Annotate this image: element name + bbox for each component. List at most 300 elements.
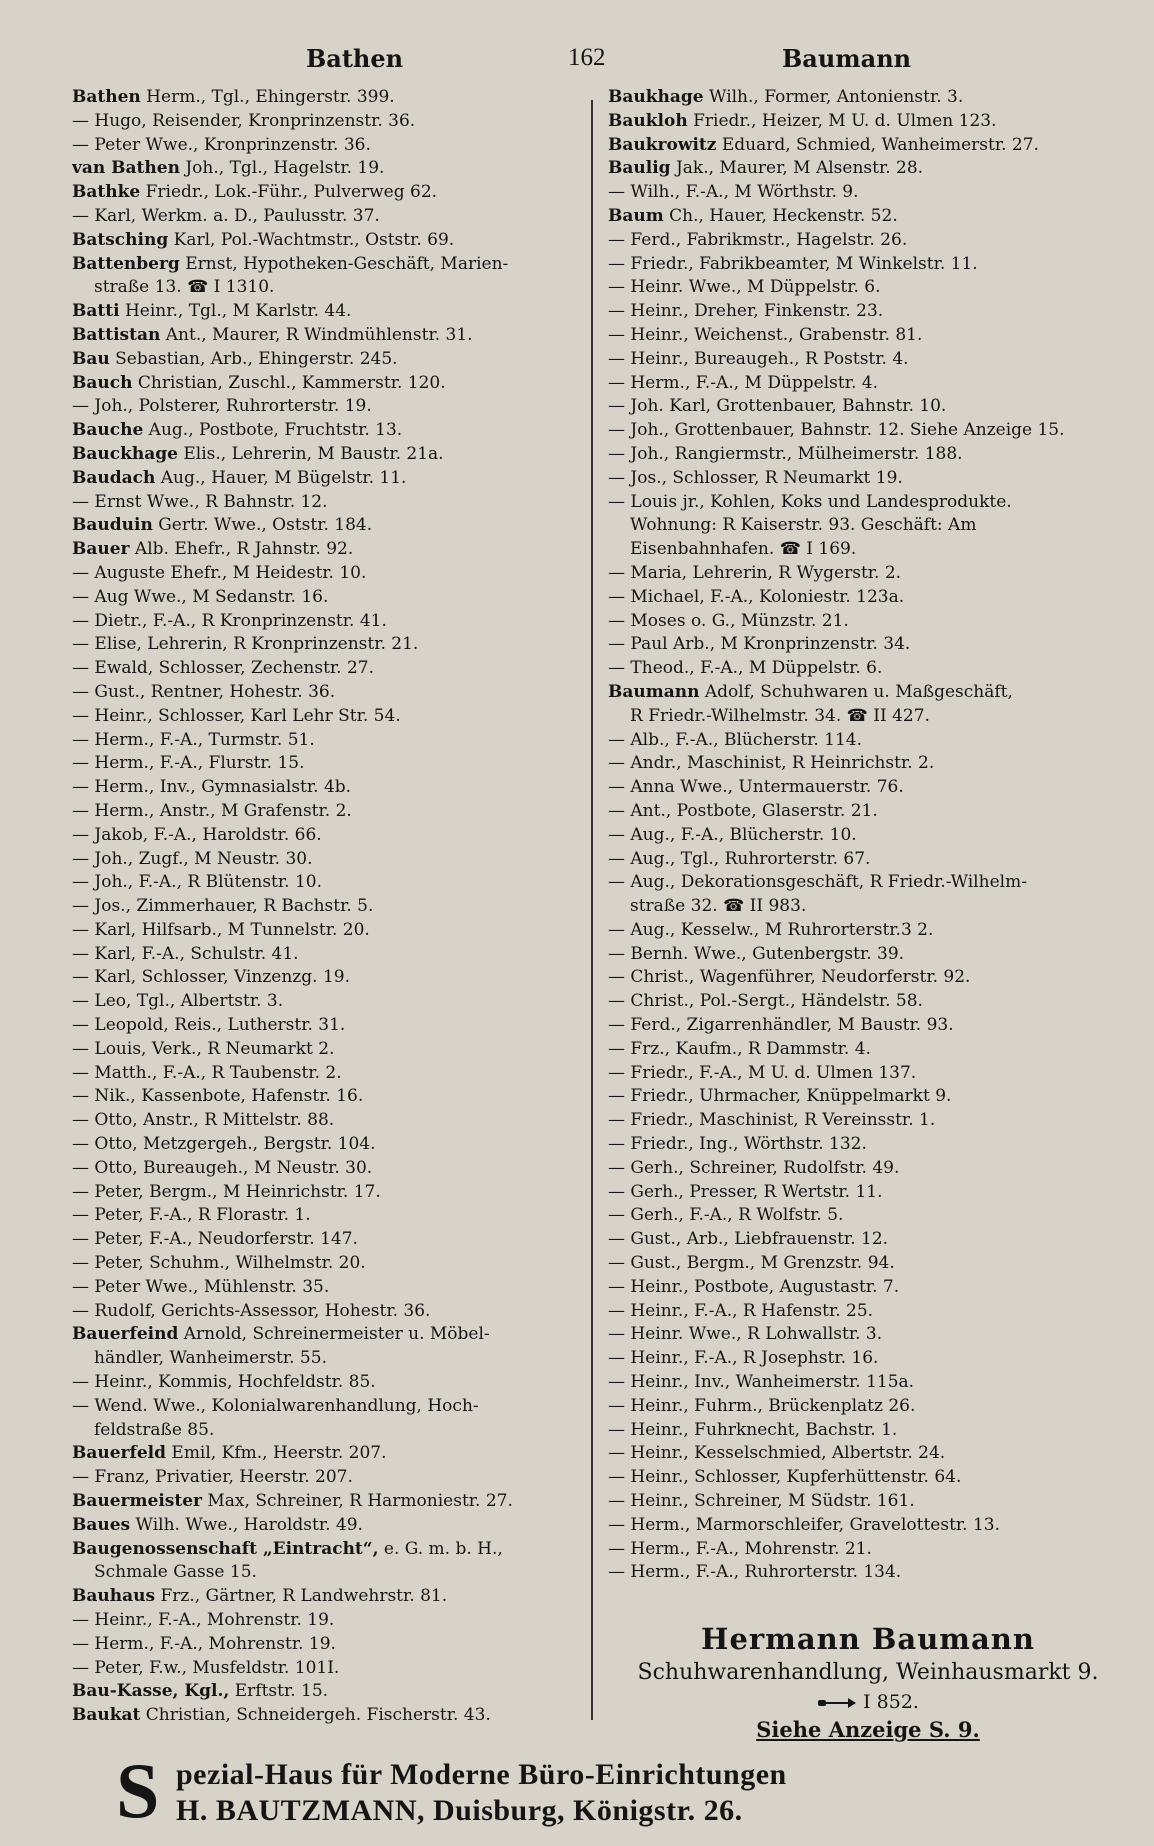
entry-details: — Elise, Lehrerin, R Kronprinzenstr. 21.: [72, 634, 419, 655]
entry-details: — Joh., Grottenbauer, Bahnstr. 12. Siehe Anzeige 15.: [608, 420, 1065, 441]
entry-surname: Bau-Kasse, Kgl.,: [72, 1681, 230, 1702]
directory-entry: [608, 729, 1128, 753]
entry-details: e. G. m. b. H.,: [378, 1538, 503, 1559]
directory-entry: [608, 157, 1128, 181]
directory-entry: [608, 1109, 1128, 1133]
directory-entry: [72, 395, 582, 419]
directory-entry: [608, 181, 1128, 205]
directory-entry: [72, 300, 582, 324]
entry-details: — Heinr. Wwe., M Düppelstr. 6.: [608, 277, 881, 298]
directory-entry: [72, 1466, 582, 1490]
directory-entry: [72, 1323, 582, 1347]
directory-entry: [608, 1038, 1128, 1062]
directory-entry: [72, 1490, 582, 1514]
directory-entry: [72, 943, 582, 967]
entry-details: — Joh., Zugf., M Neustr. 30.: [72, 848, 313, 869]
entry-surname: Bau: [72, 348, 110, 369]
directory-entry: [72, 1109, 582, 1133]
directory-entry: [72, 1538, 582, 1562]
directory-entry: [608, 1252, 1128, 1276]
entry-details: Joh., Tgl., Hagelstr. 19.: [179, 158, 385, 179]
directory-entry: [608, 752, 1128, 776]
entry-details: — Friedr., F.-A., M U. d. Ulmen 137.: [608, 1062, 917, 1083]
directory-entry: [608, 824, 1128, 848]
directory-entry: [608, 1133, 1128, 1157]
entry-details: — Herm., F.-A., M Düppelstr. 4.: [608, 372, 879, 393]
directory-entry: [608, 491, 1128, 515]
directory-entry: [72, 538, 582, 562]
entry-details: — Michael, F.-A., Koloniestr. 123a.: [608, 586, 905, 607]
directory-entry: [72, 800, 582, 824]
entry-details: — Heinr., Postbote, Augustastr. 7.: [608, 1276, 900, 1297]
entry-surname: Baues: [72, 1514, 131, 1535]
entry-details: — Herm., F.-A., Ruhrorterstr. 134.: [608, 1562, 902, 1583]
entry-details: — Paul Arb., M Kronprinzenstr. 34.: [608, 634, 911, 655]
entry-details: Frz., Gärtner, R Landwehrstr. 81.: [155, 1586, 448, 1607]
entry-details: — Joh., Polsterer, Ruhrorterstr. 19.: [72, 396, 372, 417]
entry-details: — Christ., Pol.-Sergt., Händelstr. 58.: [608, 991, 923, 1012]
entry-details: — Ferd., Zigarrenhändler, M Baustr. 93.: [608, 1015, 954, 1036]
entry-details: — Leo, Tgl., Albertstr. 3.: [72, 991, 284, 1012]
entry-details: — Peter, Bergm., M Heinrichstr. 17.: [72, 1181, 381, 1202]
entry-details: — Dietr., F.-A., R Kronprinzenstr. 41.: [72, 610, 387, 631]
entry-details: Ant., Maurer, R Windmühlenstr. 31.: [160, 324, 473, 345]
directory-entry: [608, 205, 1128, 229]
directory-entry: [608, 229, 1128, 253]
telephone-icon: [817, 1697, 857, 1709]
entry-details: Aug., Hauer, M Bügelstr. 11.: [155, 467, 407, 488]
directory-entry: [608, 1276, 1128, 1300]
directory-entry: [72, 1062, 582, 1086]
entry-surname: Bathke: [72, 182, 141, 203]
column-divider: [591, 100, 593, 1720]
entry-details: Max, Schreiner, R Harmoniestr. 27.: [201, 1491, 513, 1512]
entry-details: — Theod., F.-A., M Düppelstr. 6.: [608, 658, 883, 679]
entry-details: Karl, Pol.-Wachtmstr., Oststr. 69.: [168, 229, 455, 250]
directory-entry: [608, 1300, 1128, 1324]
advertisement: [608, 1622, 1128, 1742]
entry-details: — Friedr., Fabrikbeamter, M Winkelstr. 11.: [608, 253, 978, 274]
entry-details: Alb. Ehefr., R Jahnstr. 92.: [129, 539, 354, 560]
directory-entry: [608, 324, 1128, 348]
entry-details: — Joh., F.-A., R Blütenstr. 10.: [72, 872, 322, 893]
entry-surname: Baulig: [608, 158, 671, 179]
directory-entry: [608, 1442, 1128, 1466]
directory-entry: [608, 395, 1128, 419]
directory-entry: [72, 1561, 582, 1585]
directory-entry: [608, 1395, 1128, 1419]
entry-details: — Rudolf, Gerichts-Assessor, Hohestr. 36.: [72, 1300, 431, 1321]
entry-details: — Karl, F.-A., Schulstr. 41.: [72, 943, 299, 964]
entry-surname: Bauer: [72, 539, 130, 560]
entry-details: — Heinr., Kommis, Hochfeldstr. 85.: [72, 1372, 376, 1393]
entry-details: — Heinr., F.-A., R Hafenstr. 25.: [608, 1300, 874, 1321]
entry-surname: Baudach: [72, 467, 156, 488]
header-left-term: Bathen: [306, 44, 404, 73]
directory-entry: [608, 348, 1128, 372]
entry-details: — Alb., F.-A., Blücherstr. 114.: [608, 729, 863, 750]
directory-entry: [72, 253, 582, 277]
entry-details: — Heinr., Dreher, Finkenstr. 23.: [608, 301, 884, 322]
directory-entry: [72, 324, 582, 348]
entry-details: Herm., Tgl., Ehingerstr. 399.: [140, 87, 395, 107]
directory-entry: [72, 752, 582, 776]
directory-entry: [72, 1585, 582, 1609]
entry-details: — Peter Wwe., Mühlenstr. 35.: [72, 1276, 330, 1297]
entry-details: — Heinr., F.-A., Mohrenstr. 19.: [72, 1610, 335, 1630]
directory-entry: [72, 1657, 582, 1681]
advert-phone-number: I 852.: [863, 1691, 919, 1713]
entry-surname: Batsching: [72, 229, 169, 250]
entry-details: — Matth., F.-A., R Taubenstr. 2.: [72, 1062, 342, 1083]
entry-details: Friedr., Lok.-Führ., Pulverweg 62.: [140, 182, 438, 203]
entry-details: — Herm., F.-A., Mohrenstr. 19.: [72, 1633, 336, 1654]
directory-entry: [608, 1014, 1128, 1038]
entry-details: Wohnung: R Kaiserstr. 93. Geschäft: Am: [630, 515, 977, 536]
directory-entry: [608, 681, 1128, 705]
directory-entry: [72, 562, 582, 586]
entry-details: Erftstr. 15.: [229, 1681, 329, 1702]
footer-line-2: H. BAUTZMANN, Duisburg, Königstr. 26.: [176, 1794, 743, 1827]
entry-surname: Bauerfeind: [72, 1324, 179, 1345]
entry-details: — Anna Wwe., Untermauerstr. 76.: [608, 777, 904, 798]
directory-entry: [72, 966, 582, 990]
directory-entry: [72, 134, 582, 158]
directory-entry: [608, 1514, 1128, 1538]
entry-details: — Christ., Wagenführer, Neudorferstr. 92.: [608, 967, 971, 988]
directory-entry: [72, 205, 582, 229]
entry-details: — Herm., F.-A., Mohrenstr. 21.: [608, 1538, 872, 1559]
entry-details: Ch., Hauer, Heckenstr. 52.: [663, 205, 898, 226]
entry-details: — Karl, Hilfsarb., M Tunnelstr. 20.: [72, 919, 370, 940]
entry-surname: Battenberg: [72, 253, 180, 274]
directory-entry: [72, 157, 582, 181]
entry-details: Heinr., Tgl., M Karlstr. 44.: [119, 301, 352, 322]
directory-entry: [72, 610, 582, 634]
directory-entry: [608, 562, 1128, 586]
entry-details: Adolf, Schuhwaren u. Maßgeschäft,: [699, 681, 1013, 702]
header-right-term: Baumann: [782, 44, 912, 73]
directory-entry: [72, 1442, 582, 1466]
entry-details: — Joh. Karl, Grottenbauer, Bahnstr. 10.: [608, 396, 947, 417]
entry-details: — Aug., Dekorationsgeschäft, R Friedr.-Wilhelm-: [608, 872, 1027, 893]
entry-details: — Gust., Bergm., M Grenzstr. 94.: [608, 1253, 895, 1274]
directory-entry: [72, 1633, 582, 1657]
entry-details: — Joh., Rangiermstr., Mülheimerstr. 188.: [608, 443, 963, 464]
advert-name: Hermann Baumann: [701, 1622, 1035, 1656]
entry-details: Emil, Kfm., Heerstr. 207.: [166, 1443, 387, 1464]
entry-details: — Aug Wwe., M Sedanstr. 16.: [72, 586, 329, 607]
entry-surname: Bauche: [72, 420, 144, 441]
directory-entry: [608, 633, 1128, 657]
entry-details: Christian, Schneidergeh. Fischerstr. 43.: [140, 1705, 491, 1726]
directory-entry: [608, 467, 1128, 491]
entry-details: — Gust., Rentner, Hohestr. 36.: [72, 681, 336, 702]
entry-details: — Heinr., Weichenst., Grabenstr. 81.: [608, 324, 923, 345]
directory-entry: [608, 848, 1128, 872]
directory-entry: [608, 110, 1128, 134]
directory-entry: [72, 276, 582, 300]
entry-details: — Heinr., F.-A., R Josephstr. 16.: [608, 1348, 879, 1369]
directory-entry: [72, 419, 582, 443]
directory-entry: [608, 610, 1128, 634]
directory-entry: [608, 443, 1128, 467]
directory-entry: [72, 895, 582, 919]
entry-details: — Wilh., F.-A., M Wörthstr. 9.: [608, 182, 859, 203]
entry-details: feldstraße 85.: [94, 1419, 215, 1440]
directory-entry: [608, 1181, 1128, 1205]
directory-entry: [608, 1466, 1128, 1490]
entry-details: — Leopold, Reis., Lutherstr. 31.: [72, 1015, 346, 1036]
directory-entry: [72, 633, 582, 657]
directory-entry: [72, 1133, 582, 1157]
directory-entry: [72, 586, 582, 610]
directory-entry: [72, 657, 582, 681]
entry-surname: van Bathen: [72, 158, 180, 179]
directory-entry: [608, 1204, 1128, 1228]
directory-entry: [72, 729, 582, 753]
entry-details: straße 13. ☎ I 1310.: [94, 277, 275, 298]
entry-details: — Heinr., Inv., Wanheimerstr. 115a.: [608, 1372, 915, 1393]
directory-entry: [608, 86, 1128, 110]
entry-details: — Aug., Kesselw., M Ruhrorterstr.3 2.: [608, 919, 934, 940]
entry-details: — Louis jr., Kohlen, Koks und Landesprodukte.: [608, 491, 1012, 512]
directory-entry: [72, 824, 582, 848]
entry-details: — Friedr., Maschinist, R Vereinsstr. 1.: [608, 1110, 936, 1131]
entry-details: — Gerh., Schreiner, Rudolfstr. 49.: [608, 1157, 900, 1178]
entry-details: — Ernst Wwe., R Bahnstr. 12.: [72, 491, 328, 512]
directory-entry: [608, 134, 1128, 158]
entry-details: — Franz, Privatier, Heerstr. 207.: [72, 1467, 353, 1488]
entry-surname: Baukhage: [608, 87, 704, 107]
directory-entry: [72, 1038, 582, 1062]
directory-entry: [72, 443, 582, 467]
entry-details: Ernst, Hypotheken-Geschäft, Marien-: [179, 253, 509, 274]
entry-details: Gertr. Wwe., Oststr. 184.: [152, 515, 373, 536]
directory-entry: [72, 514, 582, 538]
directory-entry: [72, 467, 582, 491]
directory-entry: [608, 1490, 1128, 1514]
directory-entry: [72, 1347, 582, 1371]
entry-details: — Louis, Verk., R Neumarkt 2.: [72, 1038, 335, 1059]
entry-details: — Heinr., Fuhrknecht, Bachstr. 1.: [608, 1419, 898, 1440]
entry-details: — Jos., Zimmerhauer, R Bachstr. 5.: [72, 896, 374, 917]
entry-details: Sebastian, Arb., Ehingerstr. 245.: [109, 348, 398, 369]
directory-entry: [72, 919, 582, 943]
entry-surname: Baukat: [72, 1705, 141, 1726]
entry-details: — Hugo, Reisender, Kronprinzenstr. 36.: [72, 110, 416, 131]
entry-details: Friedr., Heizer, M U. d. Ulmen 123.: [687, 110, 997, 131]
entry-details: — Nik., Kassenbote, Hafenstr. 16.: [72, 1086, 364, 1107]
entry-details: — Heinr., Schlosser, Kupferhüttenstr. 64.: [608, 1467, 962, 1488]
entry-details: — Peter, F.w., Musfeldstr. 101I.: [72, 1657, 340, 1678]
page-header: [0, 40, 1154, 76]
directory-entry: [608, 1228, 1128, 1252]
directory-entry: [72, 1395, 582, 1419]
entry-details: Eisenbahnhafen. ☎ I 169.: [630, 539, 857, 560]
entry-details: Wilh. Wwe., Haroldstr. 49.: [130, 1514, 363, 1535]
entry-details: Eduard, Schmied, Wanheimerstr. 27.: [716, 134, 1039, 155]
directory-entry: [608, 276, 1128, 300]
entry-surname: Battistan: [72, 324, 161, 345]
entry-details: Wilh., Former, Antonienstr. 3.: [703, 87, 964, 107]
entry-details: — Peter, F.-A., R Florastr. 1.: [72, 1205, 311, 1226]
entry-details: — Herm., Anstr., M Grafenstr. 2.: [72, 800, 352, 821]
directory-entry: [608, 966, 1128, 990]
directory-entry: [608, 372, 1128, 396]
entry-details: — Wend. Wwe., Kolonialwarenhandlung, Hoch-: [72, 1395, 479, 1416]
directory-entry: [72, 372, 582, 396]
advert-phone: [608, 1691, 1128, 1713]
directory-entry: [608, 657, 1128, 681]
entry-details: — Heinr., Schreiner, M Südstr. 161.: [608, 1491, 915, 1512]
directory-entry: [72, 1204, 582, 1228]
entry-surname: Bathen: [72, 87, 141, 107]
directory-entry: [72, 848, 582, 872]
directory-entry: [608, 1085, 1128, 1109]
right-column: [608, 86, 1128, 1585]
entry-details: — Heinr. Wwe., R Lohwallstr. 3.: [608, 1324, 883, 1345]
directory-entry: [608, 990, 1128, 1014]
entry-details: — Andr., Maschinist, R Heinrichstr. 2.: [608, 753, 935, 774]
entry-surname: Bauhaus: [72, 1586, 156, 1607]
entry-surname: Baugenossenschaft „Eintracht“,: [72, 1538, 379, 1559]
directory-entry: [608, 1419, 1128, 1443]
page-number: 162: [568, 44, 606, 71]
directory-entry: [72, 1157, 582, 1181]
entry-details: Elis., Lehrerin, M Baustr. 21a.: [177, 443, 444, 464]
directory-entry: [608, 800, 1128, 824]
directory-entry: [608, 1323, 1128, 1347]
directory-entry: [72, 181, 582, 205]
entry-surname: Baumann: [608, 681, 700, 702]
directory-entry: [72, 1609, 582, 1633]
entry-surname: Bauermeister: [72, 1491, 202, 1512]
directory-entry: [608, 514, 1128, 538]
entry-details: — Heinr., Bureaugeh., R Poststr. 4.: [608, 348, 909, 369]
entry-details: — Frz., Kaufm., R Dammstr. 4.: [608, 1038, 871, 1059]
entry-details: — Auguste Ehefr., M Heidestr. 10.: [72, 562, 367, 583]
entry-details: — Moses o. G., Münzstr. 21.: [608, 610, 849, 631]
entry-surname: Bauckhage: [72, 443, 178, 464]
directory-entry: [608, 538, 1128, 562]
entry-details: Jak., Maurer, M Alsenstr. 28.: [670, 158, 924, 179]
directory-entry: [72, 1419, 582, 1443]
entry-details: — Otto, Metzgergeh., Bergstr. 104.: [72, 1134, 376, 1155]
entry-details: — Aug., F.-A., Blücherstr. 10.: [608, 824, 857, 845]
directory-entry: [72, 990, 582, 1014]
entry-details: — Ant., Postbote, Glaserstr. 21.: [608, 800, 878, 821]
directory-entry: [608, 1538, 1128, 1562]
entry-details: — Karl, Schlosser, Vinzenzg. 19.: [72, 967, 350, 988]
entry-details: — Peter, F.-A., Neudorferstr. 147.: [72, 1229, 358, 1250]
directory-entry: [72, 1371, 582, 1395]
entry-surname: Baukloh: [608, 110, 688, 131]
directory-entry: [72, 229, 582, 253]
directory-entry: [608, 1347, 1128, 1371]
entry-surname: Bauerfeld: [72, 1443, 166, 1464]
left-column: [72, 86, 582, 1728]
entry-details: Aug., Postbote, Fruchtstr. 13.: [143, 420, 403, 441]
entry-details: — Friedr., Ing., Wörthstr. 132.: [608, 1134, 867, 1155]
directory-entry: [608, 895, 1128, 919]
entry-details: — Herm., Inv., Gymnasialstr. 4b.: [72, 777, 352, 798]
entry-details: — Aug., Tgl., Ruhrorterstr. 67.: [608, 848, 871, 869]
footer-line-1: pezial-Haus für Moderne Büro-Einrichtungen: [176, 1758, 787, 1791]
entry-details: — Ferd., Fabrikmstr., Hagelstr. 26.: [608, 229, 908, 250]
directory-entry: [72, 1228, 582, 1252]
directory-entry: [608, 1062, 1128, 1086]
entry-surname: Batti: [72, 301, 120, 322]
entry-details: händler, Wanheimerstr. 55.: [94, 1348, 327, 1369]
directory-entry: [72, 110, 582, 134]
entry-details: — Otto, Bureaugeh., M Neustr. 30.: [72, 1157, 373, 1178]
directory-entry: [608, 1157, 1128, 1181]
entry-details: — Heinr., Schlosser, Karl Lehr Str. 54.: [72, 705, 401, 726]
directory-entry: [608, 705, 1128, 729]
entry-details: — Herm., F.-A., Flurstr. 15.: [72, 753, 305, 774]
directory-entry: [608, 943, 1128, 967]
entry-details: — Otto, Anstr., R Mittelstr. 88.: [72, 1110, 335, 1131]
entry-surname: Baum: [608, 205, 664, 226]
directory-entry: [72, 348, 582, 372]
entry-details: — Jakob, F.-A., Haroldstr. 66.: [72, 824, 322, 845]
directory-entry: [72, 1252, 582, 1276]
entry-details: Arnold, Schreinermeister u. Möbel-: [178, 1324, 490, 1345]
directory-entry: [608, 776, 1128, 800]
advert-reference: Siehe Anzeige S. 9.: [756, 1717, 980, 1742]
directory-entry: [608, 300, 1128, 324]
entry-details: — Friedr., Uhrmacher, Knüppelmarkt 9.: [608, 1086, 952, 1107]
entry-details: R Friedr.-Wilhelmstr. 34. ☎ II 427.: [630, 705, 930, 726]
advert-business: Schuhwarenhandlung, Weinhausmarkt 9.: [637, 1660, 1099, 1685]
directory-entry: [72, 1181, 582, 1205]
entry-details: — Peter Wwe., Kronprinzenstr. 36.: [72, 134, 371, 155]
entry-details: — Herm., F.-A., Turmstr. 51.: [72, 729, 315, 750]
entry-surname: Baukrowitz: [608, 134, 717, 155]
footer-initial: S: [116, 1747, 160, 1834]
directory-entry: [72, 1085, 582, 1109]
directory-entry: [608, 1371, 1128, 1395]
directory-entry: [72, 1514, 582, 1538]
directory-entry: [608, 419, 1128, 443]
directory-entry: [72, 776, 582, 800]
directory-entry: [72, 1680, 582, 1704]
entry-details: — Jos., Schlosser, R Neumarkt 19.: [608, 467, 903, 488]
directory-entry: [608, 586, 1128, 610]
entry-details: — Gust., Arb., Liebfrauenstr. 12.: [608, 1229, 889, 1250]
footer-advert: [116, 1747, 1076, 1834]
entry-details: Schmale Gasse 15.: [94, 1562, 257, 1583]
entry-details: straße 32. ☎ II 983.: [630, 896, 807, 917]
directory-entry: [608, 871, 1128, 895]
entry-details: — Heinr., Fuhrm., Brückenplatz 26.: [608, 1395, 916, 1416]
directory-entry: [72, 86, 582, 110]
directory-entry: [72, 871, 582, 895]
entry-surname: Bauduin: [72, 515, 153, 536]
directory-entry: [608, 919, 1128, 943]
directory-entry: [72, 705, 582, 729]
directory-entry: [608, 253, 1128, 277]
entry-details: — Maria, Lehrerin, R Wygerstr. 2.: [608, 562, 902, 583]
entry-surname: Bauch: [72, 372, 133, 393]
entry-details: — Karl, Werkm. a. D., Paulusstr. 37.: [72, 205, 380, 226]
directory-entry: [72, 1014, 582, 1038]
directory-entry: [72, 491, 582, 515]
entry-details: — Heinr., Kesselschmied, Albertstr. 24.: [608, 1443, 946, 1464]
directory-entry: [608, 1561, 1128, 1585]
directory-entry: [72, 681, 582, 705]
